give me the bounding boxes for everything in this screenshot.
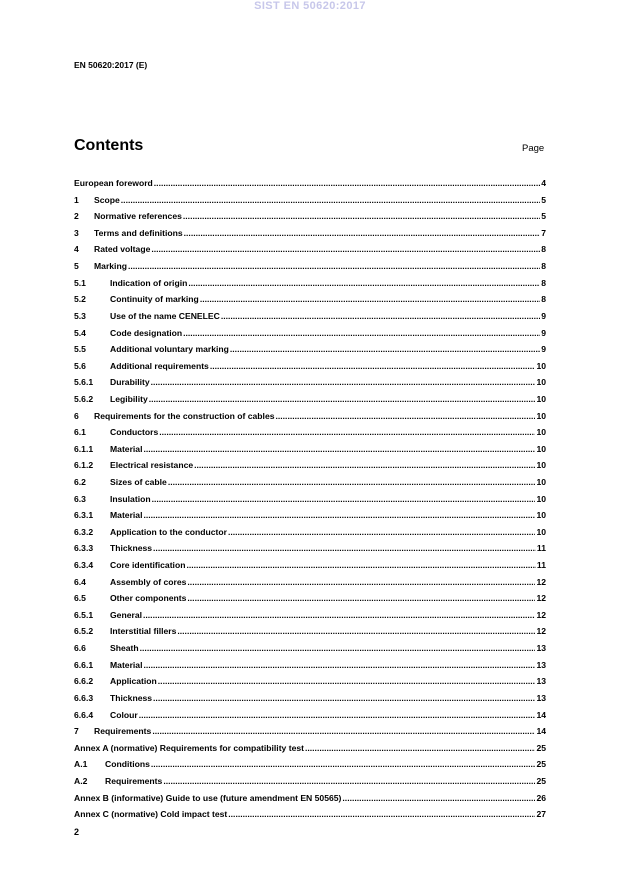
toc-dot-leader [184,229,541,238]
toc-entry-page: 25 [536,775,546,786]
toc-entry[interactable] [74,536,546,553]
toc-entry-title: Scope [94,194,120,205]
toc-entry[interactable] [74,603,546,620]
toc-entry-number: 5.6.1 [74,377,94,388]
toc-dot-leader [151,245,540,254]
toc-entry-page: 10 [536,493,546,504]
toc-entry-page: 8 [541,261,546,272]
toc-entry[interactable] [74,586,546,603]
toc-entry-title: Sizes of cable [110,476,167,487]
toc-entry-page: 12 [536,626,546,637]
toc-entry[interactable] [74,188,546,205]
toc-entry-title: Terms and definitions [94,227,183,238]
toc-entry-title: Conductors [110,427,159,438]
toc-entry[interactable] [74,204,546,221]
toc-entry-title: Normative references [94,211,182,222]
toc-dot-leader [143,661,535,670]
toc-entry-page: 9 [541,327,546,338]
toc-entry-number: 6.3.2 [74,526,94,537]
toc-entry[interactable] [74,354,546,371]
toc-dot-leader [276,412,536,421]
toc-entry-number: 6.1.2 [74,460,94,471]
toc-dot-leader [187,594,535,603]
toc-entry[interactable] [74,337,546,354]
contents-title: Contents [74,137,144,154]
toc-entry-number: 6.4 [74,576,86,587]
toc-dot-leader [149,395,536,404]
toc-entry-page: 14 [536,726,546,737]
toc-entry-number: 6.3 [74,493,86,504]
toc-entry-number: 6.5.2 [74,626,94,637]
toc-entry-title: Requirements for the construction of cables [94,410,275,421]
toc-entry-title: Material [110,443,143,454]
toc-entry-title: Thickness [110,692,153,703]
toc-entry[interactable] [74,171,546,188]
toc-dot-leader [168,478,536,487]
watermark: SIST EN 50620:2017 [254,0,366,12]
toc-entry[interactable] [74,786,546,803]
toc-dot-leader [228,810,535,819]
toc-dot-leader [143,611,535,620]
toc-dot-leader [153,544,536,553]
toc-entry-page: 11 [536,543,546,554]
toc-entry-page: 10 [536,476,546,487]
toc-dot-leader [153,694,535,703]
toc-entry-number: 5 [74,261,79,272]
toc-entry[interactable] [74,719,546,736]
toc-entry[interactable] [74,520,546,537]
toc-dot-leader [121,196,540,205]
toc-entry-page: 10 [536,360,546,371]
toc-entry-title: Legibility [110,393,148,404]
toc-entry-title: Core identification [110,560,186,571]
toc-entry-title: Marking [94,261,127,272]
toc-entry-page: 10 [536,427,546,438]
toc-entry-title: Requirements [105,775,163,786]
toc-dot-leader [183,329,540,338]
toc-entry[interactable] [74,752,546,769]
toc-entry-page: 12 [536,593,546,604]
toc-entry-page: 13 [536,659,546,670]
toc-entry[interactable] [74,653,546,670]
toc-entry-title: Requirements [94,726,152,737]
toc-entry-number: 6.6.2 [74,676,94,687]
toc-entry-number: 5.6.2 [74,393,94,404]
toc-entry-title: Colour [110,709,138,720]
toc-entry-title: European foreword [74,178,153,189]
toc-entry-number: 6.6 [74,643,86,654]
toc-dot-leader [230,345,540,354]
toc-entry-title: Additional voluntary marking [110,344,229,355]
toc-dot-leader [187,578,535,587]
toc-entry-number: A.2 [74,775,88,786]
toc-entry[interactable] [74,304,546,321]
toc-entry-title: Assembly of cores [110,576,187,587]
toc-dot-leader [221,312,540,321]
toc-entry-number: 6.5.1 [74,609,94,620]
toc-entry[interactable] [74,287,546,304]
toc-entry[interactable] [74,453,546,470]
toc-entry-number: 4 [74,244,79,255]
toc-dot-leader [194,461,535,470]
toc-entry[interactable] [74,320,546,337]
toc-entry[interactable] [74,370,546,387]
toc-entry-title: Conditions [105,759,150,770]
toc-entry-title: Annex C (normative) Cold impact test [74,809,228,820]
toc-dot-leader [152,495,536,504]
toc-entry-number: 6.6.3 [74,692,94,703]
toc-entry[interactable] [74,404,546,421]
toc-entry-number: 5.6 [74,360,86,371]
toc-entry[interactable] [74,553,546,570]
toc-entry[interactable] [74,271,546,288]
toc-entry-page: 26 [536,792,546,803]
toc-entry-page: 14 [536,709,546,720]
toc-entry[interactable] [74,470,546,487]
toc-entry[interactable] [74,221,546,238]
toc-entry-page: 7 [541,227,546,238]
toc-entry-title: Indication of origin [110,277,188,288]
toc-entry-title: Material [110,510,143,521]
toc-entry-title: Electrical resistance [110,460,194,471]
toc-entry-title: Rated voltage [94,244,151,255]
toc-entry[interactable] [74,437,546,454]
toc-entry-number: 1 [74,194,79,205]
toc-entry-page: 4 [541,178,546,189]
toc-entry[interactable] [74,802,546,819]
page-column-heading: Page [522,143,545,154]
toc-entry-number: 6.1 [74,427,86,438]
toc-entry[interactable] [74,387,546,404]
toc-entry-title: Interstitial fillers [110,626,177,637]
toc-entry-page: 13 [536,692,546,703]
toc-entry-page: 5 [541,211,546,222]
toc-entry-number: 6.1.1 [74,443,94,454]
toc-entry-page: 10 [536,377,546,388]
toc-entry[interactable] [74,686,546,703]
toc-entry-page: 8 [541,244,546,255]
toc-entry-page: 11 [536,560,546,571]
toc-entry-number: 6.2 [74,476,86,487]
toc-dot-leader [342,794,535,803]
toc-entry-page: 12 [536,576,546,587]
toc-entry-title: Material [110,659,143,670]
toc-dot-leader [200,295,540,304]
toc-entry-number: 6.3.1 [74,510,94,521]
toc-entry[interactable] [74,503,546,520]
toc-entry-page: 8 [541,294,546,305]
toc-entry-page: 9 [541,310,546,321]
toc-entry-page: 10 [536,443,546,454]
toc-entry-title: Use of the name CENELEC [110,310,220,321]
toc-entry-title: Insulation [110,493,151,504]
table-of-contents [74,171,546,819]
toc-entry-number: 6.6.4 [74,709,94,720]
toc-dot-leader [159,428,535,437]
toc-entry[interactable] [74,487,546,504]
toc-dot-leader [154,179,540,188]
toc-entry-number: 6.3.3 [74,543,94,554]
toc-entry[interactable] [74,619,546,636]
toc-entry[interactable] [74,736,546,753]
toc-entry-title: Sheath [110,643,139,654]
toc-dot-leader [128,262,540,271]
toc-entry[interactable] [74,769,546,786]
toc-entry-page: 13 [536,676,546,687]
toc-entry-page: 27 [536,809,546,820]
toc-entry[interactable] [74,254,546,271]
toc-dot-leader [186,561,535,570]
toc-entry-number: 5.4 [74,327,86,338]
page-number: 2 [74,827,80,837]
toc-dot-leader [177,627,535,636]
toc-dot-leader [151,760,536,769]
toc-entry-title: Durability [110,377,150,388]
toc-entry-page: 10 [536,393,546,404]
toc-entry-page: 5 [541,194,546,205]
toc-entry-number: 5.1 [74,277,86,288]
toc-entry-number: 7 [74,726,79,737]
toc-dot-leader [140,644,536,653]
toc-dot-leader [152,727,535,736]
toc-entry-page: 9 [541,344,546,355]
toc-dot-leader [305,744,535,753]
toc-entry-number: 5.3 [74,310,86,321]
toc-dot-leader [183,212,540,221]
toc-dot-leader [158,677,536,686]
toc-dot-leader [210,362,536,371]
toc-entry-page: 10 [536,510,546,521]
toc-entry-title: Annex A (normative) Requirements for compatibility test [74,742,304,753]
toc-dot-leader [143,511,535,520]
toc-entry-page: 10 [536,526,546,537]
toc-entry-title: Code designation [110,327,183,338]
toc-entry-number: 6.3.4 [74,560,94,571]
toc-dot-leader [143,445,535,454]
toc-entry-page: 10 [536,410,546,421]
toc-entry-title: Application [110,676,157,687]
toc-entry-page: 10 [536,460,546,471]
toc-entry-title: Continuity of marking [110,294,199,305]
toc-dot-leader [151,378,536,387]
toc-entry-number: 3 [74,227,79,238]
toc-entry-number: 6.6.1 [74,659,94,670]
toc-entry-title: Annex B (informative) Guide to use (future amendment EN 50565) [74,792,342,803]
toc-entry-number: 6.5 [74,593,86,604]
toc-entry[interactable] [74,420,546,437]
toc-entry-number: 5.5 [74,344,86,355]
toc-entry-number: A.1 [74,759,88,770]
toc-dot-leader [228,528,535,537]
toc-entry[interactable] [74,669,546,686]
toc-entry[interactable] [74,237,546,254]
toc-dot-leader [163,777,535,786]
toc-entry-title: Other components [110,593,187,604]
toc-entry-page: 8 [541,277,546,288]
toc-entry[interactable] [74,703,546,720]
toc-entry-number: 2 [74,211,79,222]
toc-entry-title: Additional requirements [110,360,209,371]
toc-entry-title: Thickness [110,543,153,554]
toc-entry[interactable] [74,570,546,587]
document-identifier: EN 50620:2017 (E) [74,60,148,70]
toc-entry-page: 25 [536,759,546,770]
toc-entry-page: 12 [536,609,546,620]
toc-entry-title: Application to the conductor [110,526,227,537]
toc-dot-leader [188,279,540,288]
toc-entry-page: 25 [536,742,546,753]
toc-entry-title: General [110,609,143,620]
toc-entry-page: 13 [536,643,546,654]
toc-dot-leader [139,711,536,720]
toc-entry-number: 5.2 [74,294,86,305]
toc-entry[interactable] [74,636,546,653]
toc-entry-number: 6 [74,410,79,421]
